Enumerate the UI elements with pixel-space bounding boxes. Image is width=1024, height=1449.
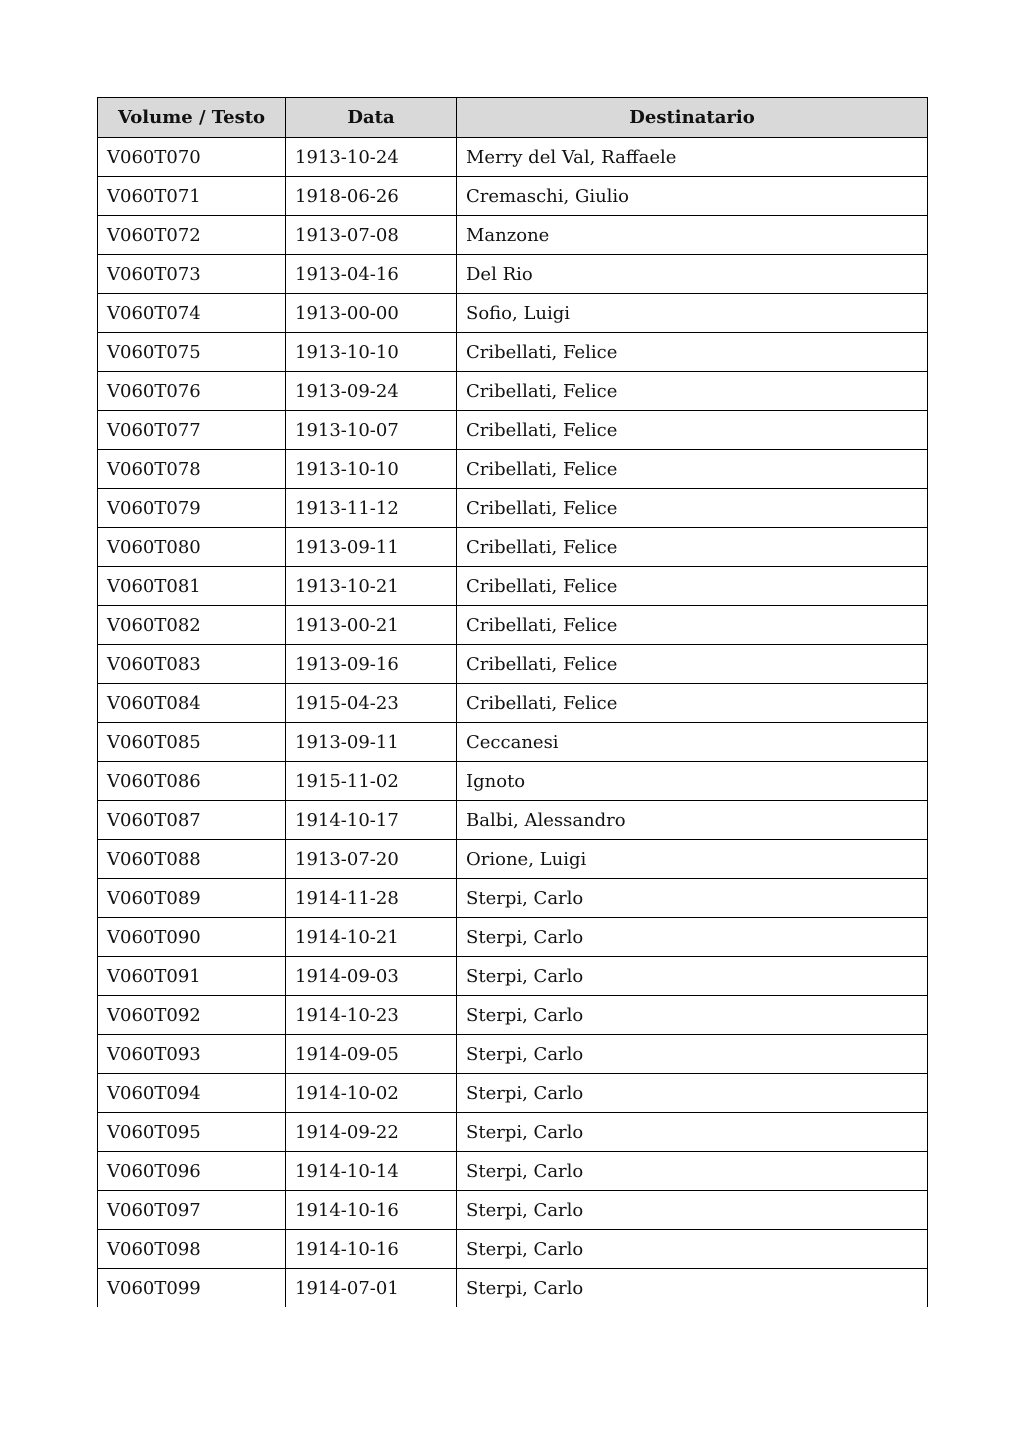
- table-row: [98, 216, 928, 255]
- cell-volume: V060T093: [98, 1035, 286, 1074]
- table-row: [98, 528, 928, 567]
- cell-recipient: Sterpi, Carlo: [457, 1152, 928, 1191]
- cell-recipient: Sterpi, Carlo: [457, 918, 928, 957]
- cell-date: 1914-10-16: [286, 1191, 457, 1230]
- cell-volume: V060T077: [98, 411, 286, 450]
- table-row: [98, 1269, 928, 1308]
- cell-volume: V060T078: [98, 450, 286, 489]
- cell-recipient: Cribellati, Felice: [457, 372, 928, 411]
- cell-date: 1913-09-24: [286, 372, 457, 411]
- column-header-volume: Volume / Testo: [98, 98, 286, 138]
- cell-recipient: Ceccanesi: [457, 723, 928, 762]
- table-row: [98, 684, 928, 723]
- cell-volume: V060T084: [98, 684, 286, 723]
- table-row: [98, 1035, 928, 1074]
- cell-date: 1914-10-17: [286, 801, 457, 840]
- cell-date: 1913-07-08: [286, 216, 457, 255]
- cell-volume: V060T096: [98, 1152, 286, 1191]
- cell-recipient: Cribellati, Felice: [457, 684, 928, 723]
- table-body: [98, 138, 928, 1308]
- cell-volume: V060T097: [98, 1191, 286, 1230]
- cell-date: 1913-10-24: [286, 138, 457, 177]
- cell-volume: V060T071: [98, 177, 286, 216]
- cell-date: 1913-09-16: [286, 645, 457, 684]
- table-row: [98, 372, 928, 411]
- header-row: [98, 98, 928, 138]
- cell-date: 1914-09-03: [286, 957, 457, 996]
- cell-volume: V060T094: [98, 1074, 286, 1113]
- cell-date: 1914-09-05: [286, 1035, 457, 1074]
- table-row: [98, 411, 928, 450]
- cell-recipient: Sterpi, Carlo: [457, 1269, 928, 1308]
- table-row: [98, 1152, 928, 1191]
- cell-recipient: Ignoto: [457, 762, 928, 801]
- table-row: [98, 801, 928, 840]
- cell-date: 1914-11-28: [286, 879, 457, 918]
- table-row: [98, 177, 928, 216]
- cell-recipient: Sterpi, Carlo: [457, 1191, 928, 1230]
- table-row: [98, 138, 928, 177]
- cell-recipient: Cribellati, Felice: [457, 606, 928, 645]
- cell-volume: V060T080: [98, 528, 286, 567]
- table-row: [98, 762, 928, 801]
- table-row: [98, 1191, 928, 1230]
- table-row: [98, 489, 928, 528]
- cell-date: 1915-11-02: [286, 762, 457, 801]
- cell-recipient: Sterpi, Carlo: [457, 996, 928, 1035]
- cell-date: 1914-10-21: [286, 918, 457, 957]
- cell-date: 1914-10-16: [286, 1230, 457, 1269]
- cell-volume: V060T087: [98, 801, 286, 840]
- cell-recipient: Sofio, Luigi: [457, 294, 928, 333]
- cell-recipient: Merry del Val, Raffaele: [457, 138, 928, 177]
- table-row: [98, 567, 928, 606]
- cell-recipient: Cribellati, Felice: [457, 528, 928, 567]
- column-header-recipient: Destinatario: [457, 98, 928, 138]
- table-row: [98, 723, 928, 762]
- cell-recipient: Cribellati, Felice: [457, 411, 928, 450]
- table-row: [98, 450, 928, 489]
- cell-recipient: Sterpi, Carlo: [457, 1035, 928, 1074]
- cell-recipient: Sterpi, Carlo: [457, 957, 928, 996]
- cell-date: 1913-10-07: [286, 411, 457, 450]
- table-row: [98, 996, 928, 1035]
- cell-volume: V060T075: [98, 333, 286, 372]
- table-row: [98, 918, 928, 957]
- table-row: [98, 294, 928, 333]
- column-header-date: Data: [286, 98, 457, 138]
- cell-date: 1913-10-10: [286, 450, 457, 489]
- cell-date: 1914-10-14: [286, 1152, 457, 1191]
- cell-date: 1913-11-12: [286, 489, 457, 528]
- cell-recipient: Cribellati, Felice: [457, 645, 928, 684]
- letters-index-table: [97, 97, 928, 1307]
- table-row: [98, 333, 928, 372]
- cell-volume: V060T086: [98, 762, 286, 801]
- cell-date: 1914-09-22: [286, 1113, 457, 1152]
- cell-volume: V060T082: [98, 606, 286, 645]
- cell-volume: V060T091: [98, 957, 286, 996]
- cell-recipient: Cribellati, Felice: [457, 450, 928, 489]
- cell-date: 1914-10-02: [286, 1074, 457, 1113]
- cell-date: 1913-09-11: [286, 528, 457, 567]
- cell-volume: V060T081: [98, 567, 286, 606]
- table-row: [98, 645, 928, 684]
- cell-recipient: Del Rio: [457, 255, 928, 294]
- cell-volume: V060T076: [98, 372, 286, 411]
- cell-volume: V060T098: [98, 1230, 286, 1269]
- cell-volume: V060T073: [98, 255, 286, 294]
- cell-volume: V060T092: [98, 996, 286, 1035]
- cell-date: 1913-00-21: [286, 606, 457, 645]
- cell-date: 1913-09-11: [286, 723, 457, 762]
- cell-volume: V060T074: [98, 294, 286, 333]
- cell-recipient: Cribellati, Felice: [457, 567, 928, 606]
- cell-recipient: Cribellati, Felice: [457, 333, 928, 372]
- cell-date: 1913-07-20: [286, 840, 457, 879]
- cell-volume: V060T079: [98, 489, 286, 528]
- table-row: [98, 255, 928, 294]
- cell-volume: V060T095: [98, 1113, 286, 1152]
- cell-date: 1915-04-23: [286, 684, 457, 723]
- cell-volume: V060T099: [98, 1269, 286, 1308]
- document-page: [97, 97, 927, 1307]
- cell-volume: V060T085: [98, 723, 286, 762]
- cell-volume: V060T083: [98, 645, 286, 684]
- cell-volume: V060T070: [98, 138, 286, 177]
- table-row: [98, 1074, 928, 1113]
- cell-recipient: Sterpi, Carlo: [457, 1230, 928, 1269]
- cell-volume: V060T088: [98, 840, 286, 879]
- table-header: [98, 98, 928, 138]
- cell-date: 1918-06-26: [286, 177, 457, 216]
- cell-date: 1913-10-10: [286, 333, 457, 372]
- table-row: [98, 606, 928, 645]
- cell-date: 1914-07-01: [286, 1269, 457, 1308]
- cell-recipient: Manzone: [457, 216, 928, 255]
- cell-recipient: Sterpi, Carlo: [457, 1074, 928, 1113]
- table-row: [98, 957, 928, 996]
- cell-recipient: Balbi, Alessandro: [457, 801, 928, 840]
- cell-volume: V060T089: [98, 879, 286, 918]
- table-row: [98, 840, 928, 879]
- cell-volume: V060T090: [98, 918, 286, 957]
- cell-recipient: Sterpi, Carlo: [457, 1113, 928, 1152]
- cell-recipient: Cribellati, Felice: [457, 489, 928, 528]
- cell-recipient: Cremaschi, Giulio: [457, 177, 928, 216]
- cell-recipient: Sterpi, Carlo: [457, 879, 928, 918]
- cell-recipient: Orione, Luigi: [457, 840, 928, 879]
- cell-date: 1913-00-00: [286, 294, 457, 333]
- cell-date: 1914-10-23: [286, 996, 457, 1035]
- cell-volume: V060T072: [98, 216, 286, 255]
- table-row: [98, 1230, 928, 1269]
- table-row: [98, 1113, 928, 1152]
- cell-date: 1913-10-21: [286, 567, 457, 606]
- table-row: [98, 879, 928, 918]
- cell-date: 1913-04-16: [286, 255, 457, 294]
